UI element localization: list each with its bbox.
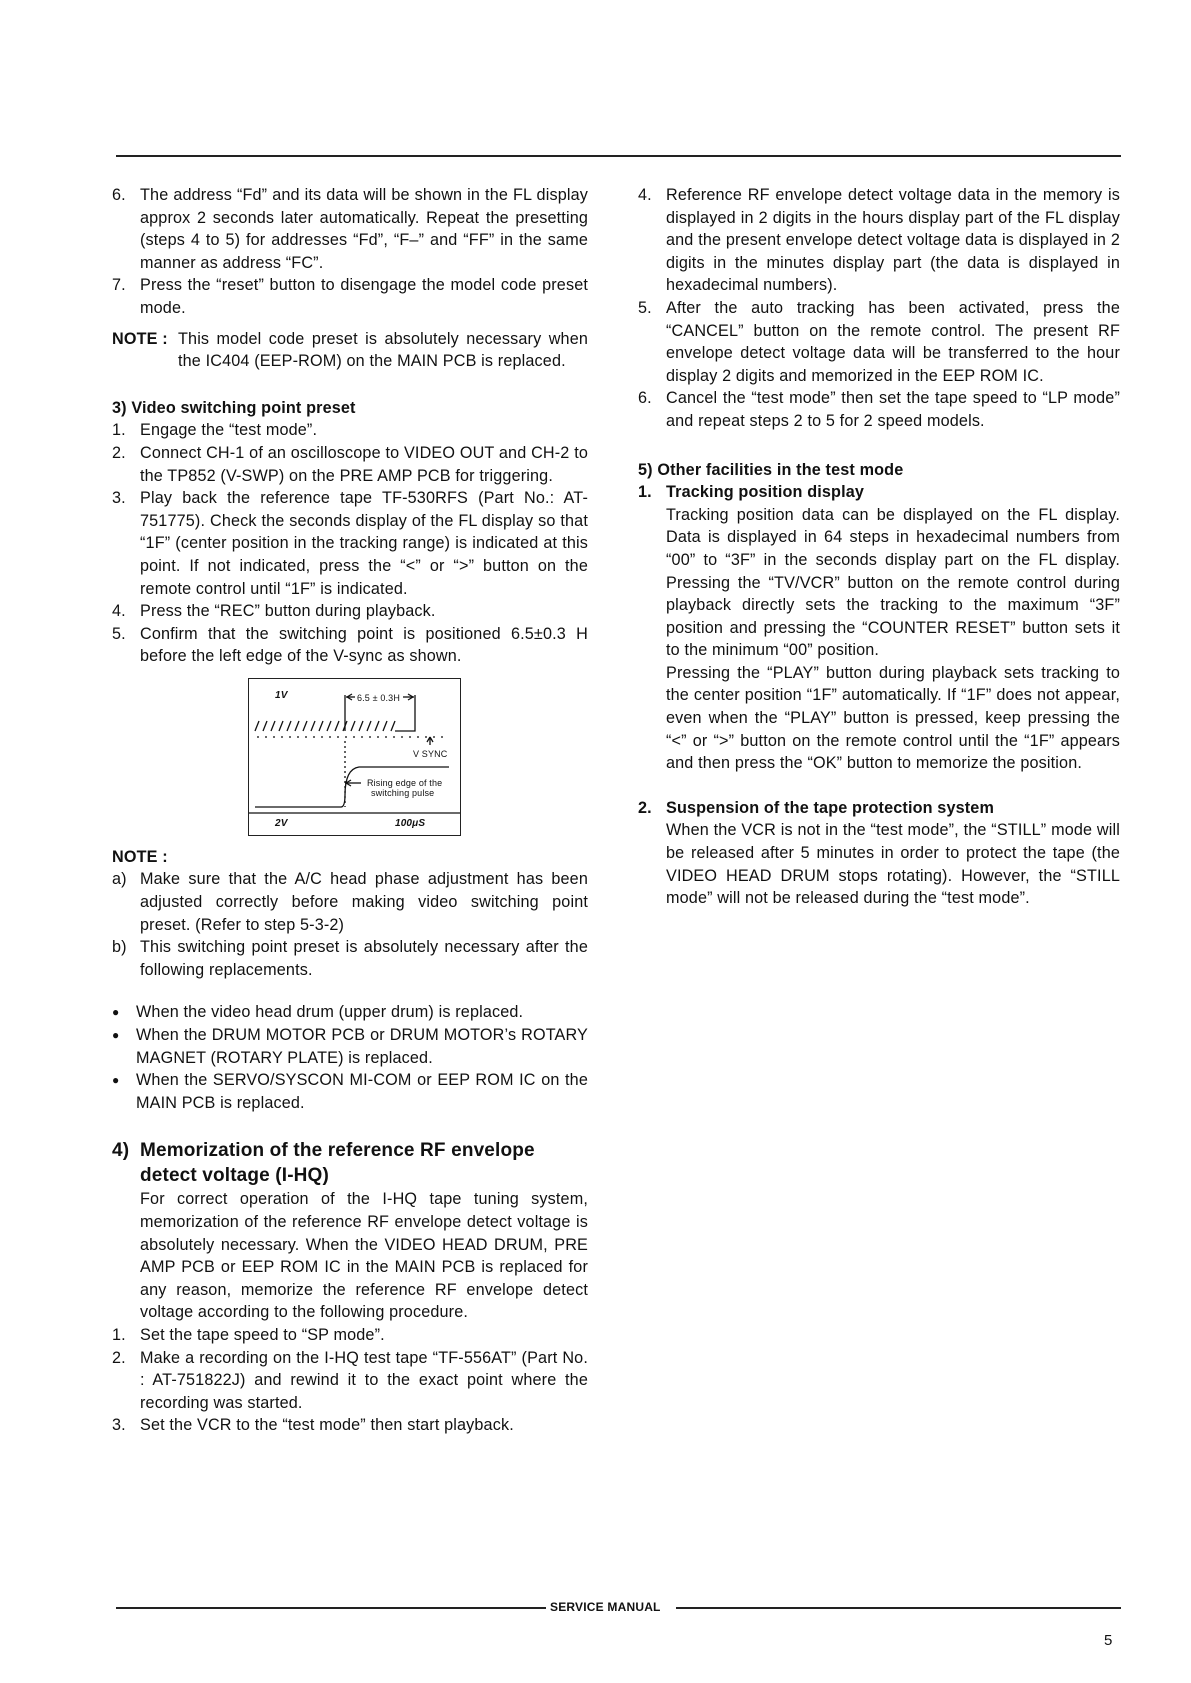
page-number: 5	[1104, 1632, 1113, 1649]
note-b: b) This switching point preset is absolutely necessary after the following replacements.	[112, 938, 588, 979]
sec3-step-3: 3. Play back the reference tape TF-530RFS (Part No.: AT-751775). Check the seconds display of the FL display so that “1F” (center position in the tracking range) is indicated at this point. If not indicated, press the “<” or “>” button on the remote control until “1F” is indicated.	[112, 489, 588, 598]
bullet-icon: ●	[112, 1028, 120, 1043]
model-code-note: NOTE : This model code preset is absolutely necessary when the IC404 (EEP-ROM) on the MAIN PCB is replaced.	[112, 329, 588, 371]
replacement-list	[112, 1001, 588, 1114]
sec4-step-1: 1. Set the tape speed to “SP mode”.	[112, 1325, 385, 1344]
tracking-paragraph-1: Tracking position data can be displayed on the FL display. Data is displayed in 64 steps in hexadecimal numbers from “00” to “3F” in the seconds display part on the FL display. Pressing the “TV/VCR” button on the remote control during playback directly sets the tracking to the maximum “3F” position and pressing the “COUNTER RESET” button sets it to the minimum “00” position.	[666, 505, 1120, 660]
left-column	[112, 184, 588, 1437]
list-item: ● When the SERVO/SYSCON MI-COM or EEP ROM IC on the MAIN PCB is replaced.	[112, 1069, 588, 1114]
footer-label: SERVICE MANUAL	[550, 1600, 661, 1614]
rising-edge-label-1: Rising edge of the	[367, 777, 443, 788]
footer	[116, 1600, 1121, 1616]
sec3-step-2: 2. Connect CH-1 of an oscilloscope to VIDEO OUT and CH-2 to the TP852 (V-SWP) on the PRE AMP PCB for triggering.	[112, 443, 588, 485]
scale-1v-label: 1V	[275, 689, 288, 701]
sec3-step-5: 5. Confirm that the switching point is positioned 6.5±0.3 H before the left edge of the V-sync as shown.	[112, 624, 588, 666]
bullet-icon: ●	[112, 1073, 120, 1088]
footer-rule-right	[676, 1607, 1121, 1609]
tape-protection-paragraph: When the VCR is not in the “test mode”, the “STILL” mode will be released after 5 minutes in order to protect the tape (the VIDEO HEAD DRUM stops rotating). However, the “STILL mode” will not be released during the “test mode”.	[666, 821, 1120, 908]
list-item: ● When the DRUM MOTOR PCB or DRUM MOTOR’s ROTARY MAGNET (ROTARY PLATE) is replaced.	[112, 1024, 588, 1069]
sec4-step-5: 5. After the auto tracking has been activated, press the “CANCEL” button on the remote control. The present RF envelope detect voltage data will be transferred to the hour display 2 digits and memorized in the EEP ROM IC.	[638, 298, 1120, 385]
subsection-2-heading: 2. Suspension of the tape protection system	[638, 798, 995, 817]
tracking-paragraph-2: Pressing the “PLAY” button during playback sets tracking to the center position “1F” automatically. If “1F” does not appear, even when the “PLAY” button is pressed, keep pressing the “<” or “>” button on the remote control until the “1F” appears and then press the “OK” button to memorize the position.	[666, 663, 1120, 773]
oscilloscope-diagram	[248, 678, 461, 836]
sec4-step-3: 3. Set the VCR to the “test mode” then start playback.	[112, 1416, 514, 1435]
sec4-step-6: 6. Cancel the “test mode” then set the tape speed to “LP mode” and repeat steps 2 to 5 for 2 speed models.	[638, 389, 1120, 430]
sec3-step-1: 1. Engage the “test mode”.	[112, 421, 318, 440]
scale-2v-label: 2V	[275, 817, 288, 829]
section-4-heading: 4) Memorization of the reference RF envelope detect voltage (I-HQ)	[112, 1140, 535, 1187]
time-scale-label: 100μS	[395, 817, 426, 829]
sec3-step-4: 4. Press the “REC” button during playback.	[112, 602, 436, 621]
sec4-step-2: 2. Make a recording on the I-HQ test tape “TF-556AT” (Part No. : AT-751822J) and rewind it to the exact point where the recording was started.	[112, 1348, 588, 1412]
span-label: 6.5 ± 0.3H	[357, 692, 400, 703]
note-a: a) Make sure that the A/C head phase adjustment has been adjusted correctly before making video switching point preset. (Refer to step 5-3-2)	[112, 870, 588, 934]
subsection-1-heading: 1. Tracking position display	[638, 483, 865, 502]
bullet-icon: ●	[112, 1005, 120, 1020]
section-5-heading: 5) Other facilities in the test mode	[638, 460, 904, 479]
footer-rule-left	[116, 1607, 546, 1609]
step-7: 7. Press the “reset” button to disengage the model code preset mode.	[112, 276, 588, 317]
step-6: 6. The address “Fd” and its data will be shown in the FL display approx 2 seconds later automatically. Repeat the presetting (steps 4 to 5) for addresses “Fd”, “F–” and “FF” in the same manner as address “FC”.	[112, 186, 588, 272]
note-2-label: NOTE :	[112, 847, 168, 866]
section-4-intro: For correct operation of the I-HQ tape tuning system, memorization of the reference RF envelope detect voltage is absolutely necessary. When the VIDEO HEAD DRUM, PRE AMP PCB or EEP ROM IC in the MAIN PCB is replaced for any reason, memorize the reference RF envelope detect voltage according to the following procedure.	[140, 1190, 588, 1322]
list-item: ● When the video head drum (upper drum) is replaced.	[112, 1001, 588, 1024]
vsync-label: V SYNC	[413, 748, 448, 759]
sec4-step-4: 4. Reference RF envelope detect voltage data in the memory is displayed in 2 digits in the hours display part of the FL display and the present envelope detect voltage data is displayed in 2 digits in the minutes display part (the data is displayed in hexadecimal numbers).	[638, 186, 1120, 295]
header-rule	[116, 155, 1121, 157]
right-column	[638, 184, 1120, 910]
section-3-heading: 3) Video switching point preset	[112, 398, 356, 417]
rising-edge-label-2: switching pulse	[371, 787, 435, 798]
